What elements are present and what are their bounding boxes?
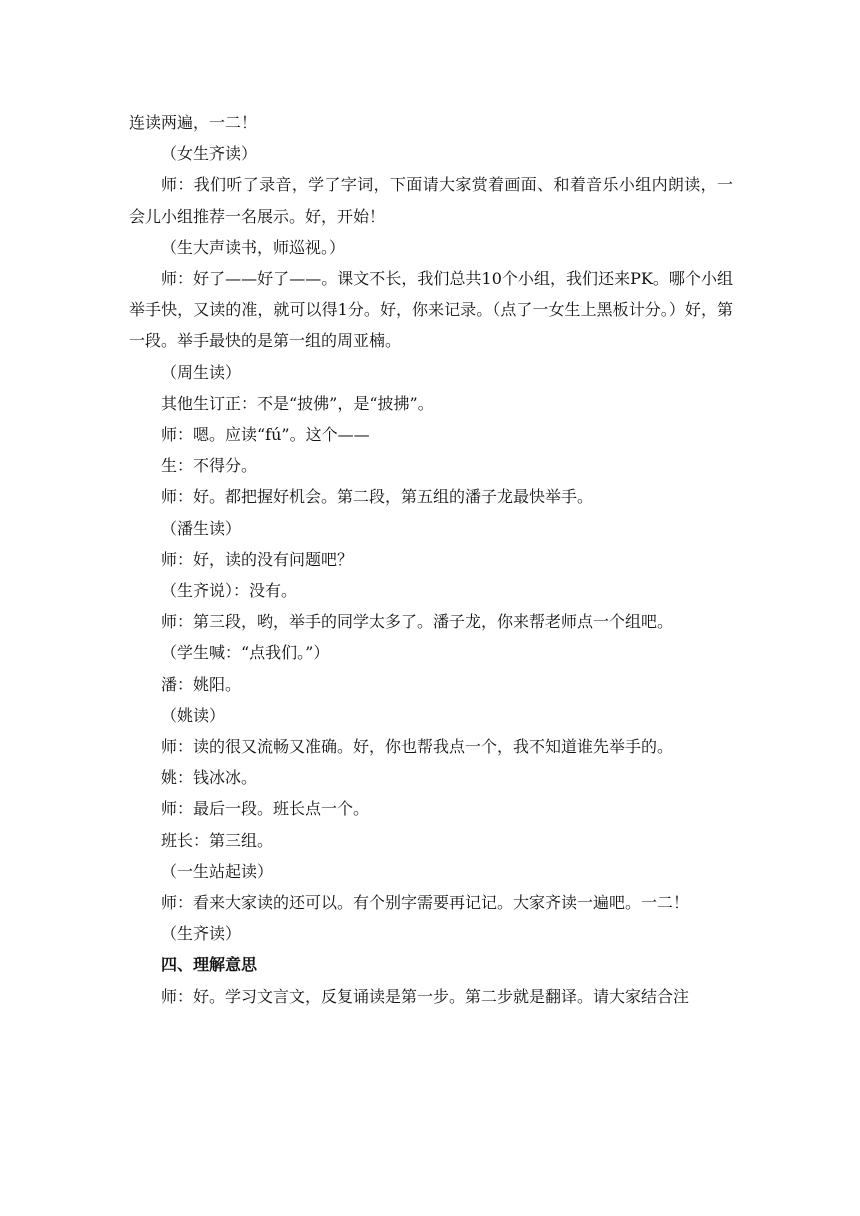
paragraph: 潘：姚阳。 [161,674,242,694]
document-body [129,107,733,1012]
paragraph: 师：好。学习文言文，反复诵读是第一步。第二步就是翻译。请大家结合注 [161,986,690,1006]
paragraph: 其他生订正：不是“披佛”，是“披拂”。 [161,393,434,413]
paragraph: （周生读） [161,362,242,382]
paragraph: （潘生读） [161,518,242,538]
paragraph: （一生站起读） [161,861,274,881]
paragraph: 师：最后一段。班长点一个。 [161,799,370,819]
paragraph: 师：我们听了录音，学了字词，下面请大家赏着画面、和着音乐小组内朗读，一会儿小组推荐一名展示。好，开始！ [129,175,733,226]
paragraph: （女生齐读） [161,144,258,164]
paragraph: 师：好，读的没有问题吧？ [161,549,354,569]
paragraph: 师：嗯。应读“fú”。这个—— [161,425,370,445]
paragraph: 生：不得分。 [161,456,258,476]
paragraph: 班长：第三组。 [161,830,274,850]
paragraph: （生大声读书，师巡视。） [161,237,346,257]
paragraph: 姚：钱冰冰。 [161,768,258,788]
paragraph: 师：第三段，哟，举手的同学太多了。潘子龙，你来帮老师点一个组吧。 [161,612,674,632]
section-heading: 四、理解意思 [161,955,258,975]
paragraph: 师：读的很又流畅又准确。好，你也帮我点一个，我不知道谁先举手的。 [161,737,674,757]
paragraph: 师：看来大家读的还可以。有个别字需要再记记。大家齐读一遍吧。一二！ [161,893,690,913]
paragraph: 师：好了——好了——。课文不长，我们总共10个小组，我们还来PK。哪个小组举手快，又读的准，就可以得1分。好，你来记录。（点了一女生上黑板计分。）好，第一段。举手最快的是第一组的周亚楠。 [129,269,733,351]
paragraph: 师：好。都把握好机会。第二段，第五组的潘子龙最快举手。 [161,487,594,507]
paragraph: （生齐说）：没有。 [161,581,298,601]
paragraph: （学生喊：“点我们。”） [161,643,330,663]
paragraph: （姚读） [161,705,226,725]
paragraph: （生齐读） [161,924,242,944]
paragraph: 连读两遍，一二！ [129,113,258,132]
